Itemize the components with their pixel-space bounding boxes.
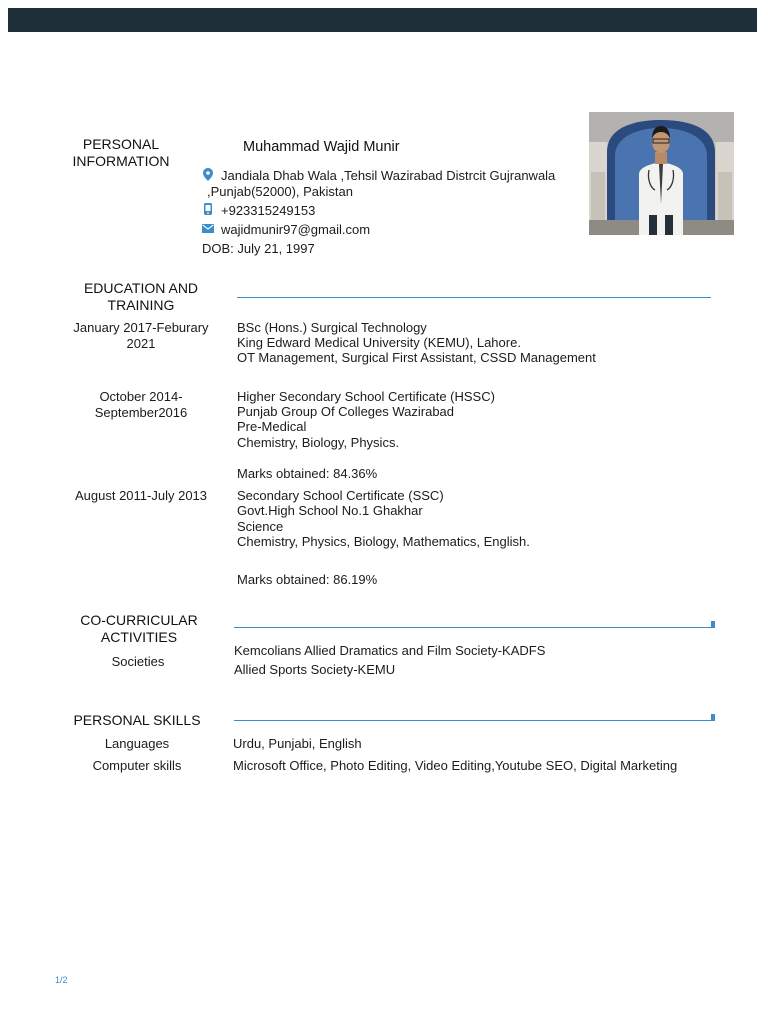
personal-section-title: PERSONAL INFORMATION [72,136,170,169]
education-section-title: EDUCATION AND TRAINING [83,280,199,313]
education-date-2: October 2014-September2016 [94,389,188,420]
address-line-1: Jandiala Dhab Wala ,Tehsil Wazirabad Distrcit Gujranwala [221,168,556,183]
address-line-2: ,Punjab(52000), Pakistan [207,184,353,199]
envelope-icon [202,224,214,233]
dob-label: DOB [202,241,231,256]
skills-divider [234,720,712,721]
education-subjects-2: Chemistry, Biology, Physics. [237,435,400,450]
skills-divider-end [711,714,715,721]
education-details-1: OT Management, Surgical First Assistant, CSSD Management [237,350,596,365]
profile-photo [589,112,734,235]
society-item-1: Kemcolians Allied Dramatics and Film Society-KADFS [234,643,546,658]
societies-label: Societies [111,654,165,669]
education-date-3: August 2011-July 2013 [74,488,208,503]
phone-number: +923315249153 [221,203,316,218]
education-institution-3: Govt.High School No.1 Ghakhar [237,503,423,518]
education-title-2: Higher Secondary School Certificate (HSSC) [237,389,495,404]
education-divider [237,297,711,298]
cocurricular-divider-end [711,621,715,628]
location-pin-icon [203,168,213,181]
education-institution-2: Punjab Group Of Colleges Wazirabad [237,404,455,419]
skill-label-computer: Computer skills [92,758,182,773]
email-text: wajidmunir97@gmail.com [221,222,371,237]
education-marks-3: Marks obtained: 86.19% [237,572,378,587]
education-group-3: Science [237,519,284,534]
education-title-3: Secondary School Certificate (SSC) [237,488,444,503]
education-group-2: Pre-Medical [237,419,307,434]
mobile-phone-icon [204,203,212,215]
email-address [221,222,370,238]
education-marks-2: Marks obtained: 84.36% [237,466,378,481]
skills-section-title: PERSONAL SKILLS [73,712,201,728]
education-subjects-3: Chemistry, Physics, Biology, Mathematics, English. [237,534,530,549]
skill-value-languages: Urdu, Punjabi, English [233,736,362,751]
header-bar [8,8,757,32]
skill-value-computer: Microsoft Office, Photo Editing, Video Editing,Youtube SEO, Digital Marketing [233,758,678,773]
date-of-birth [202,241,315,257]
cocurricular-divider [234,627,712,628]
page-number: 1/2 [55,975,68,985]
candidate-name: Muhammad Wajid Munir [243,139,400,155]
society-item-2: Allied Sports Society-KEMU [234,662,396,677]
dob-value: : July 21, 1997 [230,241,315,256]
education-title-1: BSc (Hons.) Surgical Technology [237,320,427,335]
skill-label-languages: Languages [104,736,170,751]
education-institution-1: King Edward Medical University (KEMU), Lahore. [237,335,521,350]
education-date-1: January 2017-Feburary 2021 [73,320,209,351]
cocurricular-section-title: CO-CURRICULAR ACTIVITIES [80,612,198,645]
